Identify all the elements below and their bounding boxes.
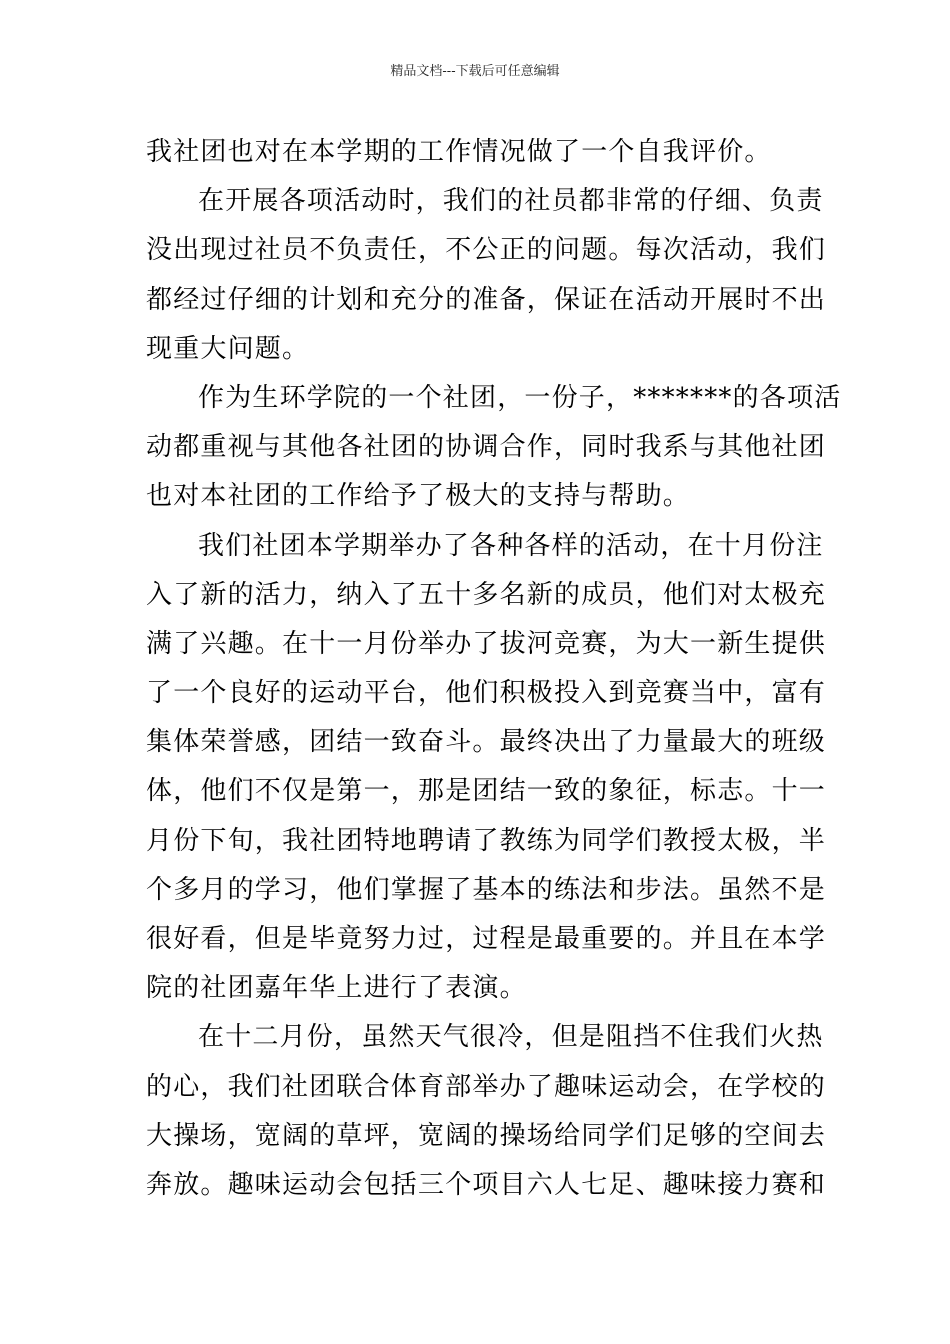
text-line: 在开展各项活动时，我们的社员都非常的仔细、负责	[198, 186, 824, 217]
text-line: 了一个良好的运动平台，他们积极投入到竞赛当中，富有	[146, 678, 827, 709]
text-line: 大操场，宽阔的草坪，宽阔的操场给同学们足够的空间去	[146, 1120, 827, 1151]
text-line: 现重大问题。	[146, 333, 310, 364]
text-line: 都经过仔细的计划和充分的准备，保证在活动开展时不出	[146, 284, 827, 315]
text-line: 入了新的活力，纳入了五十多名新的成员，他们对太极充	[146, 579, 827, 610]
text-line: 满了兴趣。在十一月份举办了拔河竞赛，为大一新生提供	[146, 628, 827, 659]
text-line: 在十二月份，虽然天气很冷，但是阻挡不住我们火热	[198, 1022, 824, 1053]
text-line: 我们社团本学期举办了各种各样的活动，在十月份注	[198, 530, 824, 561]
text-line: 个多月的学习，他们掌握了基本的练法和步法。虽然不是	[146, 874, 827, 905]
text-line: 奔放。趣味运动会包括三个项目六人七足、趣味接力赛和	[146, 1169, 827, 1200]
text-line: 的心，我们社团联合体育部举办了趣味运动会，在学校的	[146, 1071, 827, 1102]
text-line: 动都重视与其他各社团的协调合作，同时我系与其他社团	[146, 432, 827, 463]
text-line: 月份下旬，我社团特地聘请了教练为同学们教授太极，半	[146, 825, 827, 856]
document-body	[146, 128, 842, 1210]
text-line: 没出现过社员不负责任，不公正的问题。每次活动，我们	[146, 235, 827, 266]
text-line: 体，他们不仅是第一，那是团结一致的象征，标志。十一	[146, 776, 827, 807]
text-line: 我社团也对在本学期的工作情况做了一个自我评价。	[146, 137, 772, 167]
text-line: 作为生环学院的一个社团，一份子，*******的各项活	[198, 382, 842, 413]
text-line: 也对本社团的工作给予了极大的支持与帮助。	[146, 481, 691, 512]
page-header: 精品文档---下载后可任意编辑	[390, 64, 560, 79]
text-line: 集体荣誉感，团结一致奋斗。最终决出了力量最大的班级	[146, 727, 827, 758]
text-line: 很好看，但是毕竟努力过，过程是最重要的。并且在本学	[146, 924, 827, 954]
text-line: 院的社团嘉年华上进行了表演。	[146, 973, 527, 1004]
